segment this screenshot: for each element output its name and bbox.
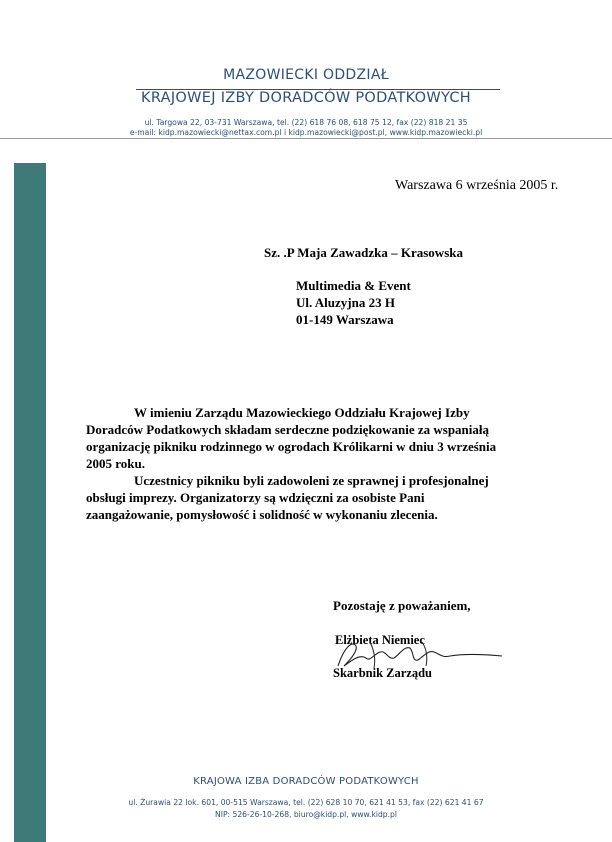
letterhead-contact: e-mail: kidp.mazowiecki@nettax.com.pl i kidp.mazowiecki@post.pl, www.kidp.mazowiecki.pl: [129, 128, 483, 137]
header-rule: [0, 138, 612, 139]
signer-role: Skarbnik Zarządu: [333, 666, 432, 680]
company-street: Ul. Aluzyjna 23 H: [296, 295, 395, 310]
company-name: Multimedia & Event: [296, 278, 411, 293]
letterhead-title-line2: KRAJOWEJ IZBY DORADCÓW PODATKOWYCH: [141, 90, 471, 106]
footer-address: ul. Żurawia 22 lok. 601, 00-515 Warszawa, tel. (22) 628 10 70, 621 41 53, fax (22) 621 41 67: [128, 798, 484, 807]
addressee: Sz. .P Maja Zawadzka – Krasowska: [264, 245, 463, 260]
footer-title: KRAJOWA IZBA DORADCÓW PODATKOWYCH: [193, 776, 419, 787]
side-stripe: [14, 163, 46, 842]
signer-name: Elżbieta Niemiec: [335, 633, 425, 647]
closing: Pozostaję z poważaniem,: [333, 598, 471, 613]
body-paragraph-2: Uczestnicy pikniku byli zadowoleni ze sprawnej i profesjonalnej obsługi imprezy. Organizatorzy są wdzięczni za osobiste Pani zaangażowanie, pomysłowość i solidność w wykonaniu zlecenia.: [86, 473, 489, 522]
letterhead-address: ul. Targowa 22, 03-731 Warszawa, tel. (22) 618 76 08, 618 75 12, fax (22) 818 21 35: [144, 118, 468, 127]
letter-date: Warszawa 6 września 2005 r.: [395, 178, 559, 193]
footer-contact: NIP: 526-26-10-268, biuro@kidp.pl, www.kidp.pl: [215, 810, 397, 819]
letterhead-title-line1: MAZOWIECKI ODDZIAŁ: [223, 67, 389, 83]
company-city: 01-149 Warszawa: [296, 312, 394, 327]
letter-body: [86, 404, 506, 523]
body-paragraph-1: W imieniu Zarządu Mazowieckiego Oddziału Krajowej Izby Doradców Podatkowych składam serdeczne podziękowanie za wspaniałą organizację pikniku rodzinnego w ogrodach Królikarni w dniu 3 września 2005 roku.: [86, 405, 497, 471]
